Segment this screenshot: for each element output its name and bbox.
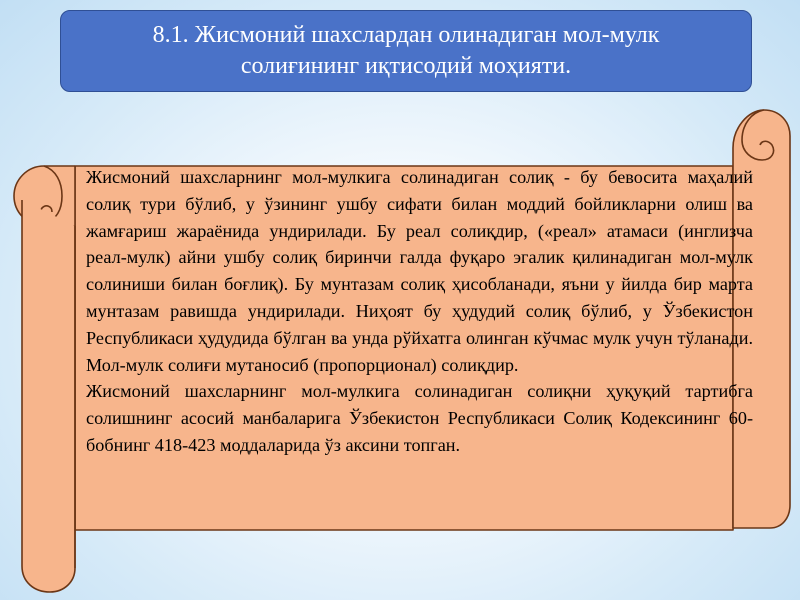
slide-title: 8.1. Жисмоний шахслардан олинадиган мол-мулк солиғининг иқтисодий моҳияти. xyxy=(152,22,660,79)
scroll-text-block xyxy=(86,164,753,459)
paragraph-2: Жисмоний шахсларнинг мол-мулкига солинадиган солиқни ҳуқуқий тартибга солишнинг асосий манбаларига Ўзбекистон Республикаси Солиқ Кодексининг 60- бобнинг 418-423 моддаларида ўз аксини топган. xyxy=(86,381,753,455)
scroll-bottom-left-tail xyxy=(22,200,75,592)
paragraph-1: Жисмоний шахсларнинг мол-мулкига солинадиган солиқ - бу бевосита маҳалий солиқ тури бўлиб, у ўзининг ушбу сифати билан моддий бойликларни олиш ва жамғариш жараёнида ундирилади. Бу реал солиқдир, («реал» атамаси (инглизча реал-мулк) айни ушбу солиқ биринчи галда фуқаро эгалик қилинадиган мол-мулк солиниши билан боғлиқ). Бу мунтазам солиқ ҳисобланади, яъни у йилда бир марта мунтазам равишда ундирилади. Ниҳоят бу ҳудудий солиқ бўлиб, у Ўзбекистон Республикаси ҳудудида бўлган ва унда рўйхатга олинган кўчмас мулк учун тўланади. Мол-мулк солиғи мутаносиб (пропорционал) солиқдир. xyxy=(86,167,753,375)
